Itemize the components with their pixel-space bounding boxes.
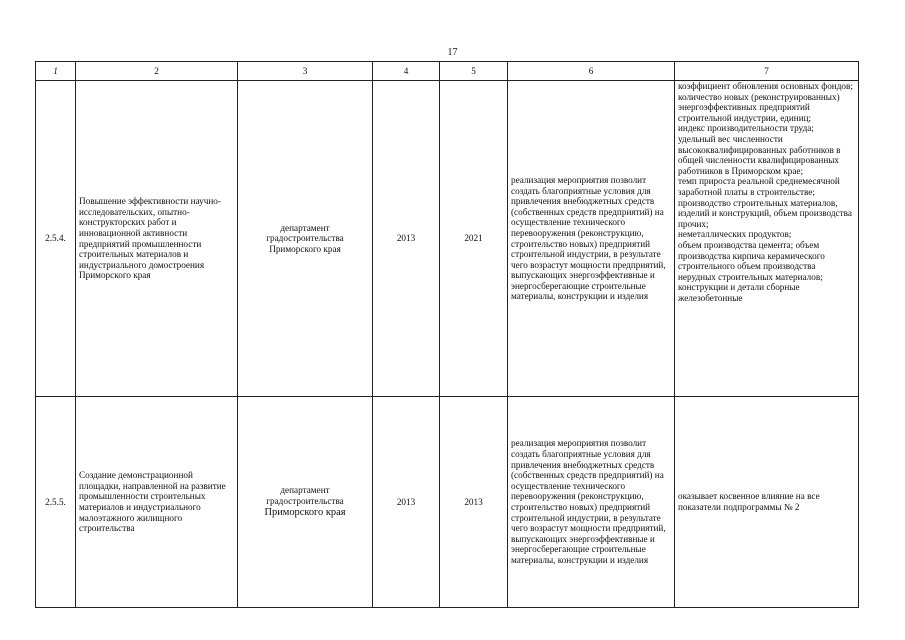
indicator-item: конструкции и детали сборные железобетонные [678,282,800,303]
measure-executor [238,81,373,397]
measure-code: 2.5.5. [36,397,76,608]
executor-line: градостроительства [266,233,344,244]
measure-name: Повышение эффективности научно-исследовательских, опытно-конструкторских работ и инновационной активности предприятий промышленности строительных материалов и индустриального домостроения Приморского края [76,81,238,397]
indicator-item: индекс производительности труда; [678,123,814,134]
indicator-item: количество новых (реконструированных) энергоэффективных предприятий строительной индустрии, единиц; [678,91,840,123]
table-row [36,81,859,397]
executor-line: департамент [280,485,330,496]
end-year: 2021 [440,81,508,397]
indicator-item: темп прироста реальной среднемесячной заработной платы в строительстве; производство строительных материалов, изделий и конструкций, объем производства прочих; [678,176,852,229]
indicator-item: объем производства цемента; объем производства кирпича керамического строительного объем производства нерудных строительных материалов; [678,239,825,282]
expected-result: реализация мероприятия позволит создать благоприятные условия для привлечения внебюджетных средств (собственных средств предприятий) на осуществление технического перевооружения (реконструкцию, строительство новых) предприятий строительной индустрии, в результате чего возрастут мощности предприятий, выпускающих энергоэффективные и энергосберегающие строительные материалы, конструкции и изделия [508,397,675,608]
column-number: 2 [76,62,238,81]
page-number: 17 [447,47,458,58]
column-number: 4 [373,62,440,81]
start-year: 2013 [373,397,440,608]
indicators-cell [675,397,859,608]
executor-line: департамент [280,222,330,233]
measure-executor [238,397,373,608]
column-number: 7 [675,62,859,81]
executor-line: Приморского края [269,243,341,254]
measures-table [35,61,859,608]
indicators-cell [675,81,859,397]
indicator-item: неметаллических продуктов; [678,229,792,240]
executor-line: Приморского края [264,506,346,518]
column-number-row [36,62,859,81]
measure-name: Создание демонстрационной площадки, направленной на развитие промышленности строительных материалов и индустриального малоэтажного жилищного строительства [76,397,238,608]
expected-result: реализация мероприятия позволит создать благоприятные условия для привлечения внебюджетных средств (собственных средств предприятий) на осуществление технического перевооружения (реконструкцию, строительство новых) предприятий строительной индустрии, в результате чего возрастут мощности предприятий, выпускающих энергоэффективные и энергосберегающие строительные материалы, конструкции и изделия [508,81,675,397]
executor-line: градостроительства [266,496,344,506]
measure-code: 2.5.4. [36,81,76,397]
column-number: 6 [508,62,675,81]
indicator-item: оказывает косвенное влияние на все показатели подпрограммы № 2 [678,491,820,512]
indicator-item: коэффициент обновления основных фондов; [678,81,853,91]
start-year: 2013 [373,81,440,397]
column-number: 3 [238,62,373,81]
table-row [36,397,859,608]
end-year: 2013 [440,397,508,608]
column-number: 1 [36,62,76,81]
column-number: 5 [440,62,508,81]
indicator-item: удельный вес численности высококвалифицированных работников в общей численности квалифицированных работников в Приморском крае; [678,133,841,176]
